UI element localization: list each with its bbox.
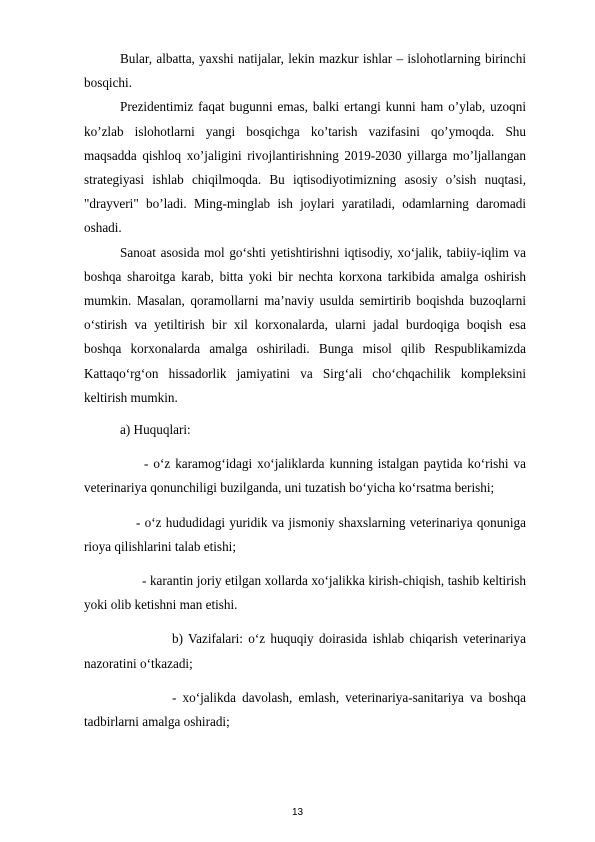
rights-item-quarantine: - karantin joriy etilgan xollarda xo‘jalikka kirish-chiqish, tashib keltirish yoki olib ketishni man etishi. [84,573,526,613]
paragraph-results: Bular, albatta, yaxshi natijalar, lekin mazkur ishlar – islohotlarning birinchi bosqichi. [84,51,526,91]
paragraph-industrial-beef: Sanoat asosida mol go‘shti yetishtirishni iqtisodiy, xo‘jalik, tabiiy-iqlim va boshqa sharoitga karab, bitta yoki bir nechta korxona tarkibida amalga oshirish mumkin. Masalan, qoramollarni ma’naviy usulda semirtirib boqishda buzoqlarni o‘stirish va yetiltirish bir xil korxonalarda, ularni jadal burdoqiga boqish esa boshqa korxonalarda amalga oshiriladi. Bunga misol qilib Respublikamizda Kattaqo‘rg‘on hissadorlik jamiyatini va Sirg‘ali cho‘chqachilik kompleksini keltirish mumkin. [84,244,526,405]
heading-duties: b) Vazifalari: o‘z huquqiy doirasida ishlab chiqarish veterinariya nazoratini o‘tkazadi; [84,631,526,671]
document-body [84,47,526,734]
page-number: 13 [291,807,304,818]
paragraph-strategy: Prezidentimiz faqat bugunni emas, balki ertangi kunni ham o’ylab, uzoqni ko’zlab islohotlarni yangi bosqichga ko’tarish vazifasini qo’ymoqda. Shu maqsadda qishloq xo’jaligini rivojlantirishning 2019-2030 yillarga mo’ljallangan strategiyasi ishlab chiqilmoqda. Bu iqtisodiyotimizning asosiy o’sish nuqtasi, "drayveri" bo’ladi. Ming-minglab ish joylari yaratiladi, odamlarning daromadi oshadi. [84,99,526,236]
rights-item-inspection: - o‘z karamog‘idagi xo‘jaliklarda kunning istalgan paytida ko‘rishi va veterinariya qonunchiligi buzilganda, uni tuzatish bo‘yicha ko‘rsatma berishi; [84,456,526,496]
duties-item-treatment: - xo‘jalikda davolash, emlash, veterinariya-sanitariya va boshqa tadbirlarni amalga oshiradi; [84,689,526,730]
heading-rights: a) Huquqlari: [120,422,191,438]
rights-item-compliance: - o‘z hududidagi yuridik va jismoniy shaxslarning veterinariya qonuniga rioya qilishlarini talab etishi; [84,514,526,554]
